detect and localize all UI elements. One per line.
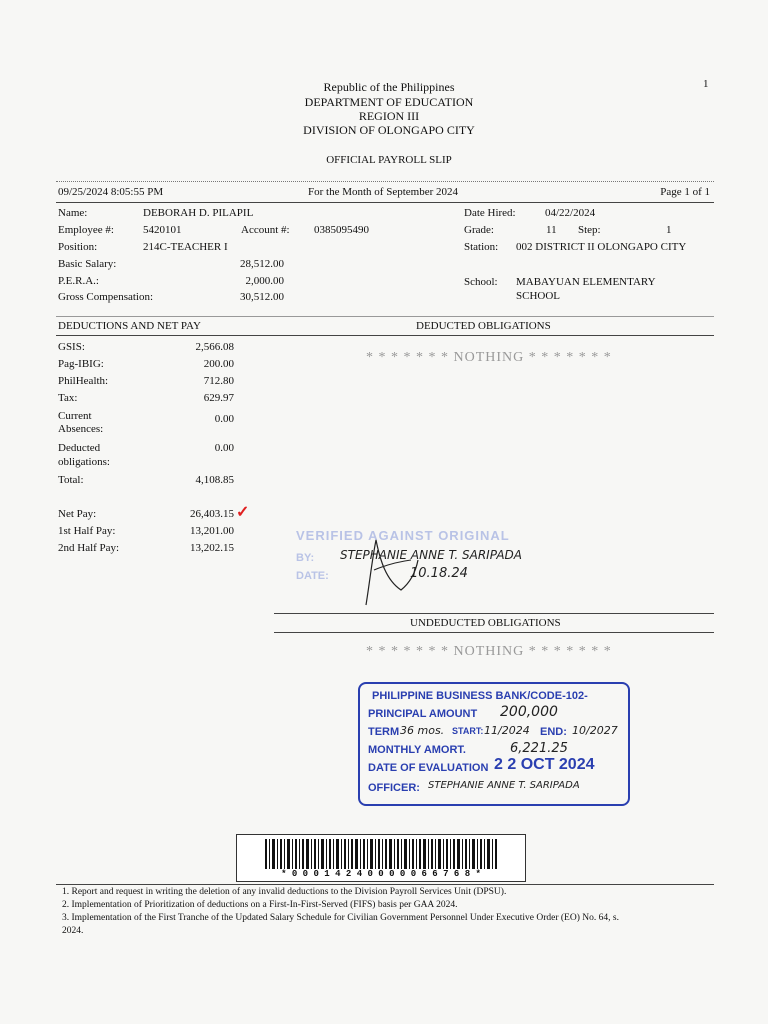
- school-value-line2: SCHOOL: [516, 290, 561, 302]
- absences-value: 0.00: [214, 413, 234, 425]
- station-label: Station:: [464, 241, 499, 253]
- obligations-value: 0.00: [214, 442, 234, 454]
- pera-label: P.E.R.A.:: [58, 275, 99, 287]
- basic-salary-value: 28,512.00: [240, 258, 284, 270]
- grade-label: Grade:: [464, 224, 494, 236]
- footer-note-3-cont: 2024.: [62, 926, 84, 936]
- evaluation-date-value: 2 2 OCT 2024: [494, 756, 595, 773]
- total-value: 4,108.85: [195, 474, 234, 486]
- deductions-section-title: DEDUCTIONS AND NET PAY: [58, 320, 201, 332]
- officer-name: STEPHANIE ANNE T. SARIPADA: [428, 780, 580, 791]
- verification-date: 10.18.24: [410, 566, 468, 581]
- end-label: END:: [540, 726, 567, 738]
- philhealth-value: 712.80: [203, 375, 234, 387]
- divider: [274, 632, 714, 633]
- pera-value: 2,000.00: [245, 275, 284, 287]
- name-label: Name:: [58, 207, 88, 219]
- signature-mark: [356, 530, 426, 610]
- position-value: 214C-TEACHER I: [143, 241, 228, 253]
- undeducted-obligations-title: UNDEDUCTED OBLIGATIONS: [410, 617, 561, 629]
- barcode-text: * 0 0 0 1 4 2 4 0 0 0 0 0 6 6 7 6 8 *: [281, 869, 481, 879]
- payroll-month: For the Month of September 2024: [308, 186, 459, 198]
- gross-comp-value: 30,512.00: [240, 291, 284, 303]
- absences-label-1: Current: [58, 410, 92, 422]
- header-deped: DEPARTMENT OF EDUCATION: [304, 95, 474, 109]
- step-label: Step:: [578, 224, 601, 236]
- bank-stamp: [358, 682, 630, 806]
- term-label: TERM: [368, 726, 400, 738]
- gsis-label: GSIS:: [58, 341, 85, 353]
- obligations-label-2: obligations:: [58, 456, 110, 468]
- barcode-box: [236, 834, 526, 882]
- deducted-obligations-title: DEDUCTED OBLIGATIONS: [416, 320, 551, 332]
- gsis-value: 2,566.08: [195, 341, 234, 353]
- pagibig-label: Pag-IBIG:: [58, 358, 104, 370]
- school-label: School:: [464, 276, 498, 288]
- verification-stamp-by: BY:: [296, 552, 315, 564]
- account-number: 0385095490: [314, 224, 369, 236]
- date-hired-value: 04/22/2024: [545, 207, 596, 219]
- footer-note-2: 2. Implementation of Prioritization of deductions on a First-In-First-Served (FIFS) basis per GAA 2024.: [62, 900, 458, 910]
- station-value: 002 DISTRICT II OLONGAPO CITY: [516, 241, 687, 253]
- footer-note-1: 1. Report and request in writing the deletion of any invalid deductions to the Division Payroll Services Unit (DPSU).: [62, 887, 507, 897]
- verification-stamp-date-label: DATE:: [296, 570, 329, 582]
- document-title: OFFICIAL PAYROLL SLIP: [326, 154, 452, 166]
- principal-value: 200,000: [500, 704, 558, 720]
- checkmark-icon: ✓: [236, 504, 250, 521]
- divider: [56, 884, 714, 885]
- divider: [274, 335, 714, 336]
- obligations-label-1: Deducted: [58, 442, 101, 454]
- second-half-label: 2nd Half Pay:: [58, 542, 120, 554]
- gross-comp-label: Gross Compensation:: [58, 291, 154, 303]
- evaluation-date-label: DATE OF EVALUATION: [368, 762, 489, 774]
- date-hired-label: Date Hired:: [464, 207, 516, 219]
- end-value: 10/2027: [572, 724, 618, 737]
- start-value: 11/2024: [484, 724, 530, 737]
- school-value-line1: MABAYUAN ELEMENTARY: [516, 276, 656, 288]
- monthly-amort-value: 6,221.25: [510, 741, 568, 756]
- divider: [56, 335, 296, 336]
- officer-label: OFFICER:: [368, 782, 420, 794]
- barcode-icon: [265, 839, 497, 869]
- step-value: 1: [666, 224, 672, 236]
- divider: [56, 316, 714, 317]
- monthly-amort-label: MONTHLY AMORT.: [368, 744, 466, 756]
- employee-number: 5420101: [143, 224, 182, 236]
- principal-label: PRINCIPAL AMOUNT: [368, 708, 478, 720]
- divider: [274, 613, 714, 614]
- first-half-label: 1st Half Pay:: [58, 525, 116, 537]
- bank-stamp-header: PHILIPPINE BUSINESS BANK/CODE-102-: [372, 690, 588, 702]
- position-label: Position:: [58, 241, 98, 253]
- pagibig-value: 200.00: [203, 358, 234, 370]
- net-pay-value: 26,403.15: [190, 508, 234, 520]
- page-count: Page 1 of 1: [660, 186, 710, 198]
- net-pay-label: Net Pay:: [58, 508, 97, 520]
- print-timestamp: 09/25/2024 8:05:55 PM: [58, 186, 164, 198]
- divider: [56, 202, 714, 203]
- start-label: START:: [452, 726, 484, 736]
- header-republic: Republic of the Philippines: [323, 80, 455, 94]
- employee-name: DEBORAH D. PILAPIL: [143, 207, 254, 219]
- header-division: DIVISION OF OLONGAPO CITY: [303, 123, 475, 137]
- second-half-value: 13,202.15: [190, 542, 234, 554]
- tax-value: 629.97: [203, 392, 234, 404]
- footer-note-3: 3. Implementation of the First Tranche of the Updated Salary Schedule for Civilian Government Personnel Under Executive Order (EO) No. 64, s.: [62, 913, 619, 923]
- undeducted-obligations-nothing: * * * * * * * NOTHING * * * * * * *: [366, 644, 612, 659]
- verification-stamp-title: VERIFIED AGAINST ORIGINAL: [296, 528, 510, 543]
- philhealth-label: PhilHealth:: [58, 375, 109, 387]
- absences-label-2: Absences:: [58, 423, 104, 435]
- first-half-value: 13,201.00: [190, 525, 234, 537]
- tax-label: Tax:: [58, 392, 78, 404]
- account-label: Account #:: [241, 224, 290, 236]
- header-region: REGION III: [358, 109, 420, 123]
- basic-salary-label: Basic Salary:: [58, 258, 117, 270]
- employee-number-label: Employee #:: [58, 224, 114, 236]
- deducted-obligations-nothing: * * * * * * * NOTHING * * * * * * *: [366, 350, 612, 365]
- divider: [56, 181, 714, 182]
- total-label: Total:: [58, 474, 84, 486]
- term-value: 36 mos.: [400, 724, 445, 737]
- page-number: 1: [703, 78, 709, 90]
- verification-signer: STEPHANIE ANNE T. SARIPADA: [340, 548, 523, 562]
- grade-value: 11: [546, 224, 557, 236]
